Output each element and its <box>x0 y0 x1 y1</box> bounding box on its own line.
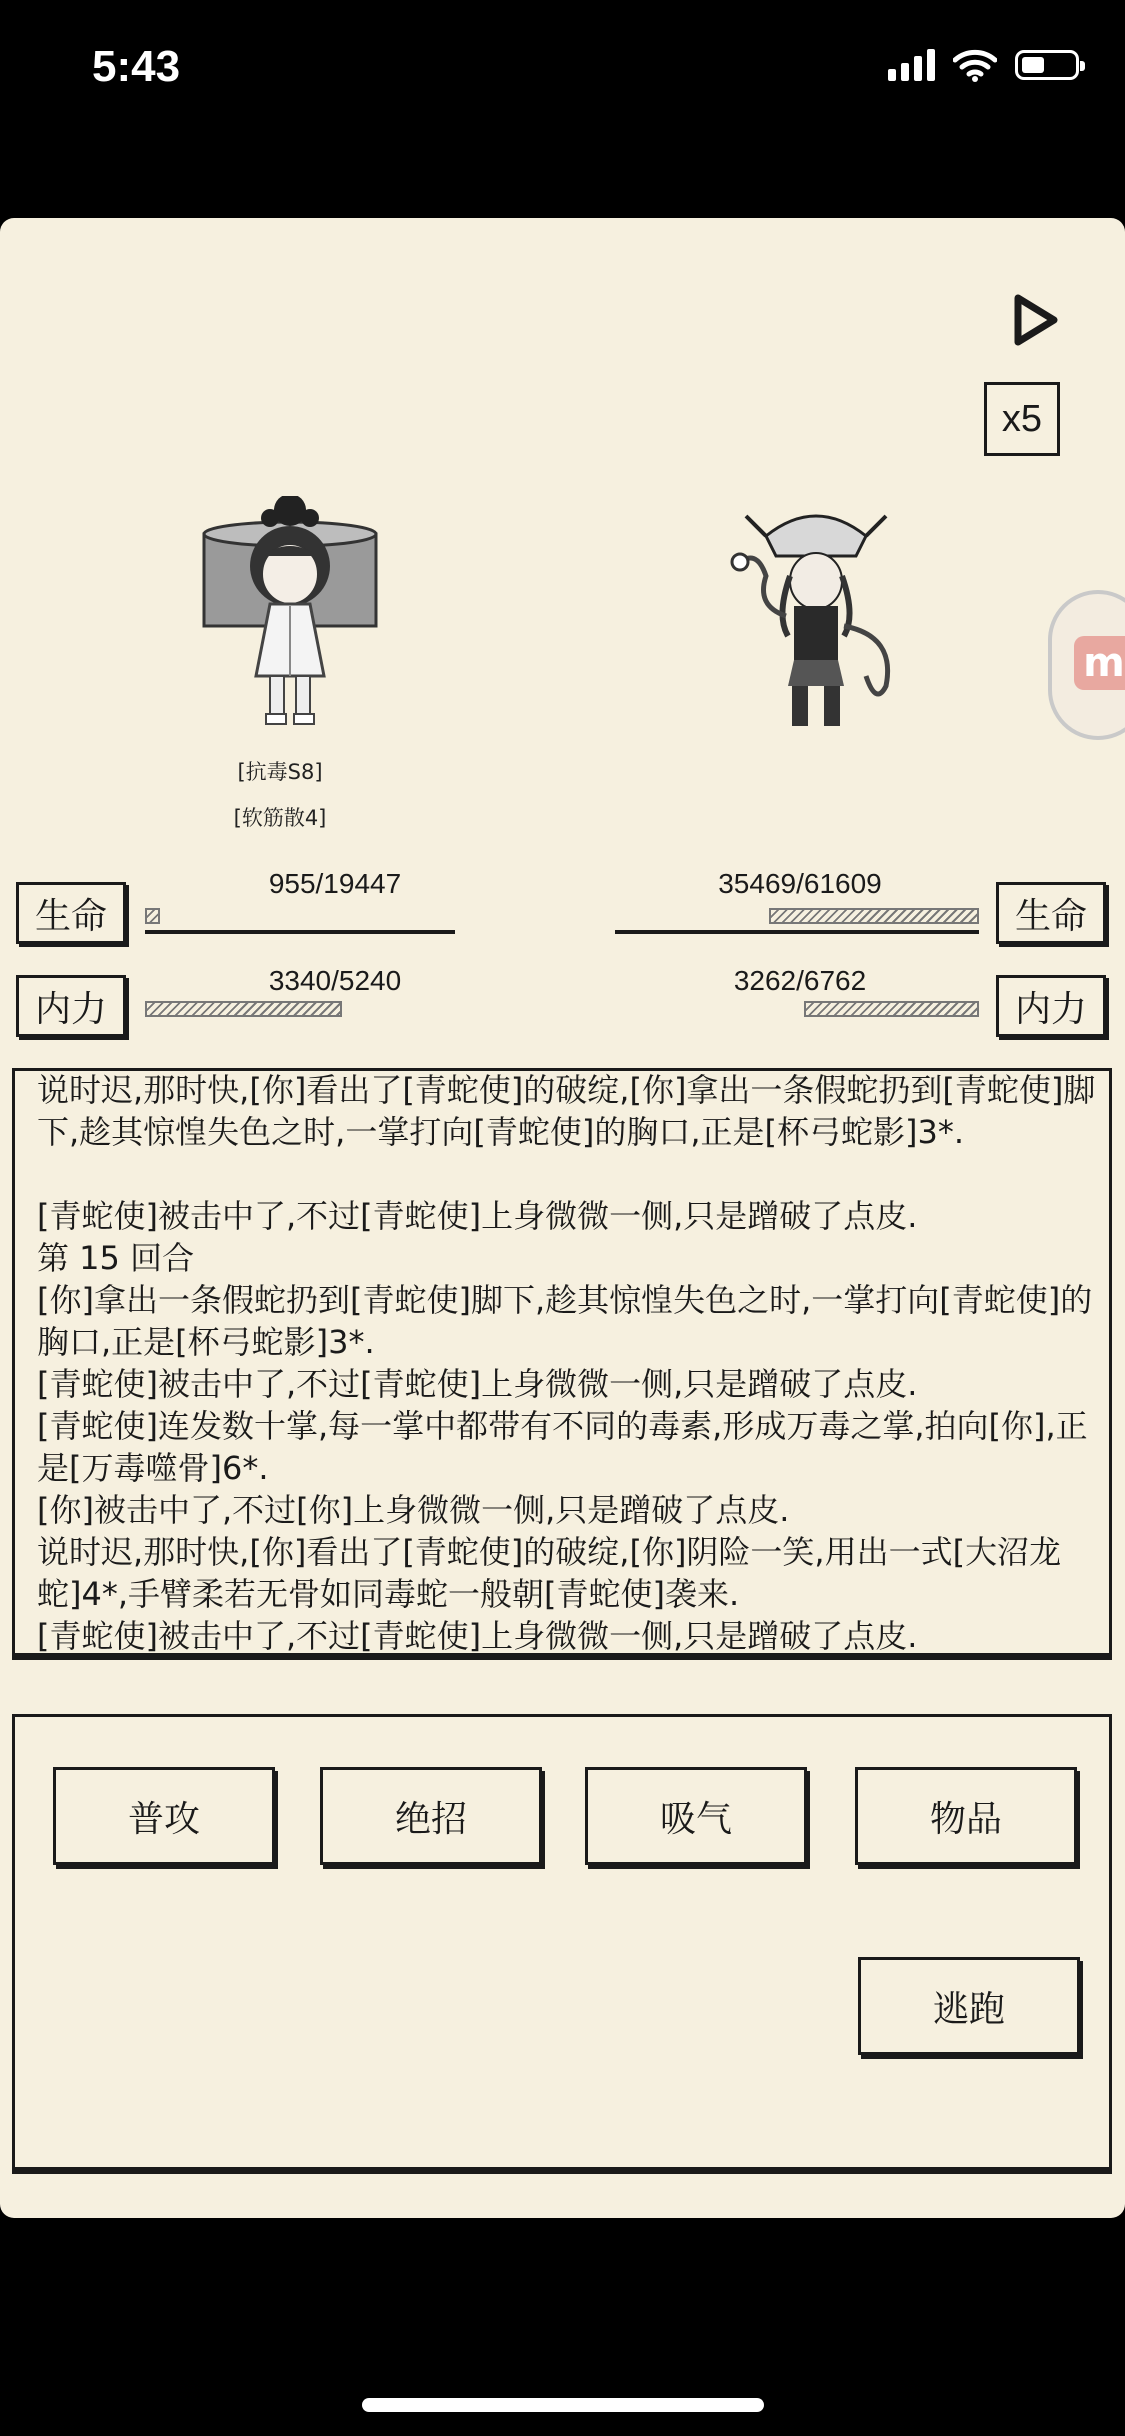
signal-icon <box>888 49 935 81</box>
ultimate-button[interactable]: 绝招 <box>320 1767 542 1865</box>
player-effect-1: [抗毒S8] <box>237 760 323 784</box>
player-hp-fill <box>145 908 160 924</box>
enemy-mp-value: 3262/6762 <box>733 965 867 996</box>
items-button[interactable]: 物品 <box>855 1767 1077 1865</box>
log-line: [你]被击中了,不过[你]上身微微一侧,只是蹭破了点皮. <box>37 1491 790 1529</box>
enemy-hp-value: 35469/61609 <box>718 868 882 899</box>
player-mp-value: 3340/5240 <box>268 965 402 996</box>
action-panel <box>12 1714 1112 2170</box>
battle-log[interactable] <box>12 1068 1112 1656</box>
log-line: [青蛇使]被击中了,不过[青蛇使]上身微微一侧,只是蹭破了点皮. <box>37 1197 918 1235</box>
log-spacer <box>37 1153 1097 1195</box>
play-icon[interactable] <box>1012 293 1060 347</box>
status-bar <box>0 0 1125 140</box>
log-line: [青蛇使]被击中了,不过[青蛇使]上身微微一侧,只是蹭破了点皮. <box>37 1365 918 1403</box>
status-icons <box>888 48 1079 82</box>
wifi-icon <box>953 48 997 82</box>
speed-button[interactable]: x5 <box>984 382 1060 456</box>
battery-icon <box>1015 50 1079 80</box>
log-line: [青蛇使]被击中了,不过[青蛇使]上身微微一侧,只是蹭破了点皮. <box>37 1617 918 1655</box>
enemy-mp-fill <box>804 1001 979 1017</box>
log-line: [你]拿出一条假蛇扔到[青蛇使]脚下,趁其惊惶失色之时,一掌打向[青蛇使]的胸口,正是[杯弓蛇影]3*. <box>37 1281 1093 1361</box>
side-tab-m-icon: m <box>1074 636 1125 690</box>
player-hp-value: 955/19447 <box>268 868 402 899</box>
battle-screen <box>0 218 1125 2218</box>
log-line: 第 15 回合 <box>37 1239 195 1277</box>
player-effect-2: [软筋散4] <box>233 806 327 830</box>
enemy-hp-track <box>615 930 979 934</box>
player-character <box>200 496 380 728</box>
enemy-hp-label: 生命 <box>996 882 1106 944</box>
log-line: 说时迟,那时快,[你]看出了[青蛇使]的破绽,[你]阴险一笑,用出一式[大沼龙蛇]4*,手臂柔若无骨如同毒蛇一般朝[青蛇使]袭来. <box>37 1533 1062 1613</box>
enemy-hp-fill <box>769 908 979 924</box>
home-indicator[interactable] <box>362 2398 764 2412</box>
battle-log-content <box>37 1069 1097 1656</box>
side-tab[interactable] <box>1048 590 1125 740</box>
attack-button[interactable]: 普攻 <box>53 1767 275 1865</box>
player-mp-label: 内力 <box>16 975 126 1037</box>
enemy-character <box>726 506 906 732</box>
breathe-button[interactable]: 吸气 <box>585 1767 807 1865</box>
log-line: [青蛇使]连发数十掌,每一掌中都带有不同的毒素,形成万毒之掌,拍向[你],正是[万毒噬骨]6*. <box>37 1407 1088 1487</box>
player-hp-track <box>145 930 455 934</box>
enemy-mp-label: 内力 <box>996 975 1106 1037</box>
player-hp-label: 生命 <box>16 882 126 944</box>
flee-button[interactable]: 逃跑 <box>858 1957 1080 2055</box>
log-line: 说时迟,那时快,[你]看出了[青蛇使]的破绽,[你]拿出一条假蛇扔到[青蛇使]脚下,趁其惊惶失色之时,一掌打向[青蛇使]的胸口,正是[杯弓蛇影]3*. <box>37 1071 1096 1151</box>
status-time: 5:43 <box>92 42 181 91</box>
player-mp-fill <box>145 1001 342 1017</box>
